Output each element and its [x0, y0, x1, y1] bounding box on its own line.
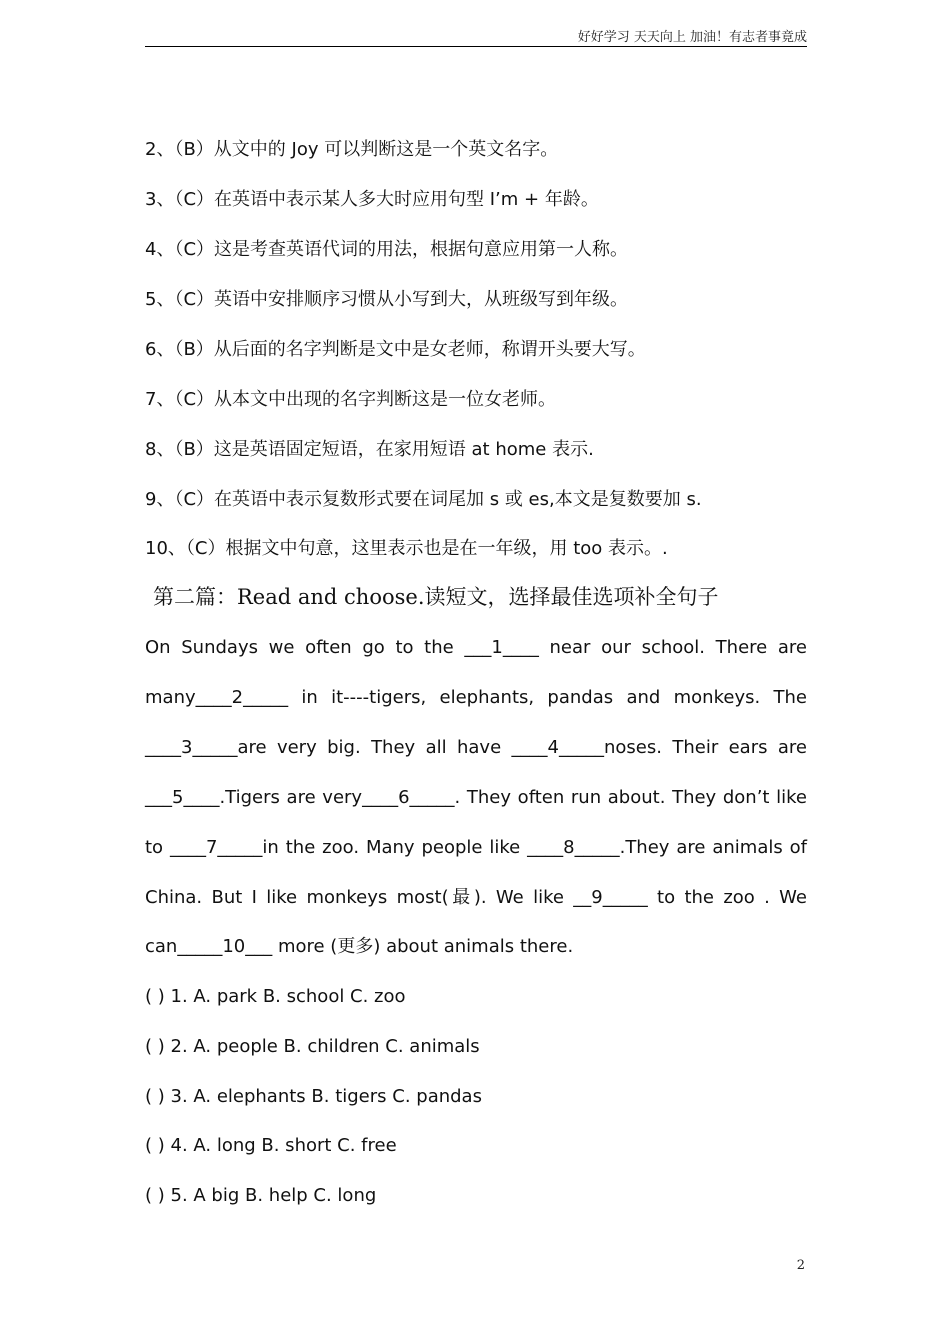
answer-line: 3、（C）在英语中表示某人多大时应用句型 I’m + 年龄。: [145, 189, 599, 210]
answer-line: 7、（C）从本文中出现的名字判断这是一位女老师。: [145, 389, 557, 410]
page-header: [145, 24, 807, 47]
question-item: ( ) 3. A. elephants B. tigers C. pandas: [145, 1086, 482, 1107]
question-item: ( ) 1. A. park B. school C. zoo: [145, 986, 406, 1007]
answer-line: 10、（C）根据文中句意，这里表示也是在一年级，用 too 表示。.: [145, 538, 668, 559]
answer-line: 2、（B）从文中的 Joy 可以判断这是一个英文名字。: [145, 139, 559, 160]
page-number: 2: [796, 1258, 805, 1273]
passage-line: many____2_____ in it----tigers, elephants, pandas and monkeys. The: [145, 687, 807, 708]
answer-line: 5、（C）英语中安排顺序习惯从小写到大，从班级写到年级。: [145, 289, 629, 310]
passage-line: China. But I like monkeys most(最). We like __9_____ to the zoo . We: [145, 887, 807, 908]
header-motto: 好好学习 天天向上 加油！有志者事竟成: [577, 30, 807, 45]
answer-line: 8、（B）这是英语固定短语，在家用短语 at home 表示.: [145, 439, 594, 460]
passage-line: ____3_____are very big. They all have ____4_____noses. Their ears are: [145, 737, 807, 758]
section-title: 第二篇：Read and choose.读短文，选择最佳选项补全句子: [153, 585, 719, 609]
question-item: ( ) 5. A big B. help C. long: [145, 1185, 377, 1206]
question-item: ( ) 4. A. long B. short C. free: [145, 1135, 397, 1156]
answer-line: 9、（C）在英语中表示复数形式要在词尾加 s 或 es,本文是复数要加 s.: [145, 489, 702, 510]
passage-line: ___5____.Tigers are very____6_____. They often run about. They don’t like: [145, 787, 807, 808]
passage-line: to ____7_____in the zoo. Many people like ____8_____.They are animals of: [145, 837, 807, 858]
answer-line: 4、（C）这是考查英语代词的用法，根据句意应用第一人称。: [145, 239, 629, 260]
passage-line: can_____10___ more (更多) about animals there.: [145, 936, 574, 957]
question-item: ( ) 2. A. people B. children C. animals: [145, 1036, 480, 1057]
passage-line: On Sundays we often go to the ___1____ near our school. There are: [145, 637, 807, 658]
answer-line: 6、（B）从后面的名字判断是文中是女老师，称谓开头要大写。: [145, 339, 646, 360]
